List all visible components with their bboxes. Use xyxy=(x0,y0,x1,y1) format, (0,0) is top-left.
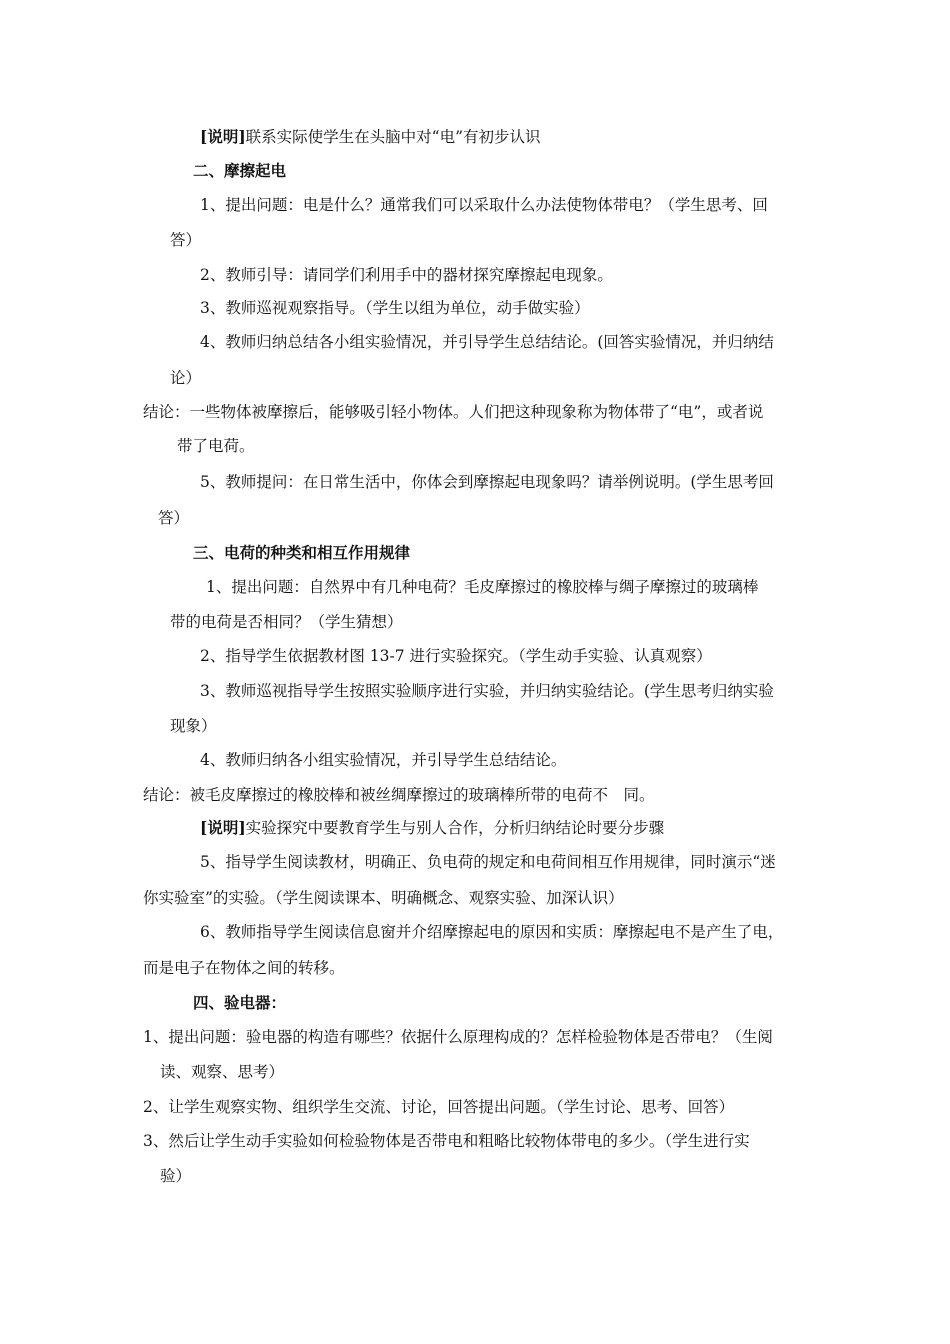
note-line-1 xyxy=(200,127,541,147)
paragraph-line: 5、教师提问：在日常生活中，你体会到摩擦起电现象吗？请举例说明。(学生思考回 xyxy=(200,473,774,491)
paragraph-line: 4、教师归纳总结各小组实验情况，并引导学生总结结论。(回答实验情况，并归纳结 xyxy=(200,333,774,351)
conclusion-line: 结论：一些物体被摩擦后，能够吸引轻小物体。人们把这种现象称为物体带了“电”，或者说 xyxy=(143,403,764,421)
note-line-2 xyxy=(200,818,664,838)
paragraph-line: 你实验室”的实验。（学生阅读课本、明确概念、观察实验、加深认识） xyxy=(143,889,624,907)
paragraph-line: 3、然后让学生动手实验如何检验物体是否带电和粗略比较物体带电的多少。（学生进行实 xyxy=(143,1132,750,1150)
paragraph-line: 验） xyxy=(160,1167,192,1185)
note-tag: [说明] xyxy=(200,127,246,146)
section-heading-3: 三、电荷的种类和相互作用规律 xyxy=(193,543,411,562)
paragraph-line: 4、教师归纳各小组实验情况，并引导学生总结结论。 xyxy=(200,751,567,769)
paragraph-line: 3、教师巡视观察指导。（学生以组为单位，动手做实验） xyxy=(200,299,590,317)
paragraph-line: 2、让学生观察实物、组织学生交流、讨论，回答提出问题。（学生讨论、思考、回答） xyxy=(143,1098,735,1116)
section-heading-4: 四、验电器： xyxy=(193,993,287,1012)
paragraph-line: 1、提出问题：自然界中有几种电荷？毛皮摩擦过的橡胶棒与绸子摩擦过的玻璃棒 xyxy=(206,578,759,596)
paragraph-line: 答） xyxy=(170,231,202,249)
paragraph-line: 而是电子在物体之间的转移。 xyxy=(143,959,345,977)
note-text: 联系实际使学生在头脑中对“电”有初步认识 xyxy=(245,128,541,146)
paragraph-line: 6、教师指导学生阅读信息窗并介绍摩擦起电的原因和实质：摩擦起电不是产生了电， xyxy=(200,923,784,941)
paragraph-line: 2、教师引导：请同学们利用手中的器材探究摩擦起电现象。 xyxy=(200,266,613,284)
paragraph-line: 2、指导学生依据教材图 13-7 进行实验探究。（学生动手实验、认真观察） xyxy=(200,647,712,665)
paragraph-line: 读、观察、思考） xyxy=(160,1063,285,1081)
conclusion-line: 结论：被毛皮摩擦过的橡胶棒和被丝绸摩擦过的玻璃棒所带的电荷不 同。 xyxy=(143,786,655,804)
paragraph-line: 1、提出问题：验电器的构造有哪些？依据什么原理构成的？怎样检验物体是否带电？（生阅 xyxy=(143,1028,773,1046)
paragraph-line: 答） xyxy=(158,509,190,527)
paragraph-line: 论） xyxy=(170,369,202,387)
note-text: 实验探究中要教育学生与别人合作，分析归纳结论时要分步骤 xyxy=(245,819,665,837)
section-heading-2: 二、摩擦起电 xyxy=(193,161,287,180)
paragraph-line: 带了电荷。 xyxy=(177,437,255,455)
paragraph-line: 1、提出问题：电是什么？通常我们可以采取什么办法使物体带电？（学生思考、回 xyxy=(200,196,768,214)
paragraph-line: 3、教师巡视指导学生按照实验顺序进行实验，并归纳实验结论。(学生思考归纳实验 xyxy=(200,682,774,700)
paragraph-line: 5、指导学生阅读教材，明确正、负电荷的规定和电荷间相互作用规律，同时演示“迷 xyxy=(200,853,776,871)
paragraph-line: 现象） xyxy=(170,717,217,735)
note-tag: [说明] xyxy=(200,818,246,837)
paragraph-line: 带的电荷是否相同？（学生猜想） xyxy=(170,613,403,631)
